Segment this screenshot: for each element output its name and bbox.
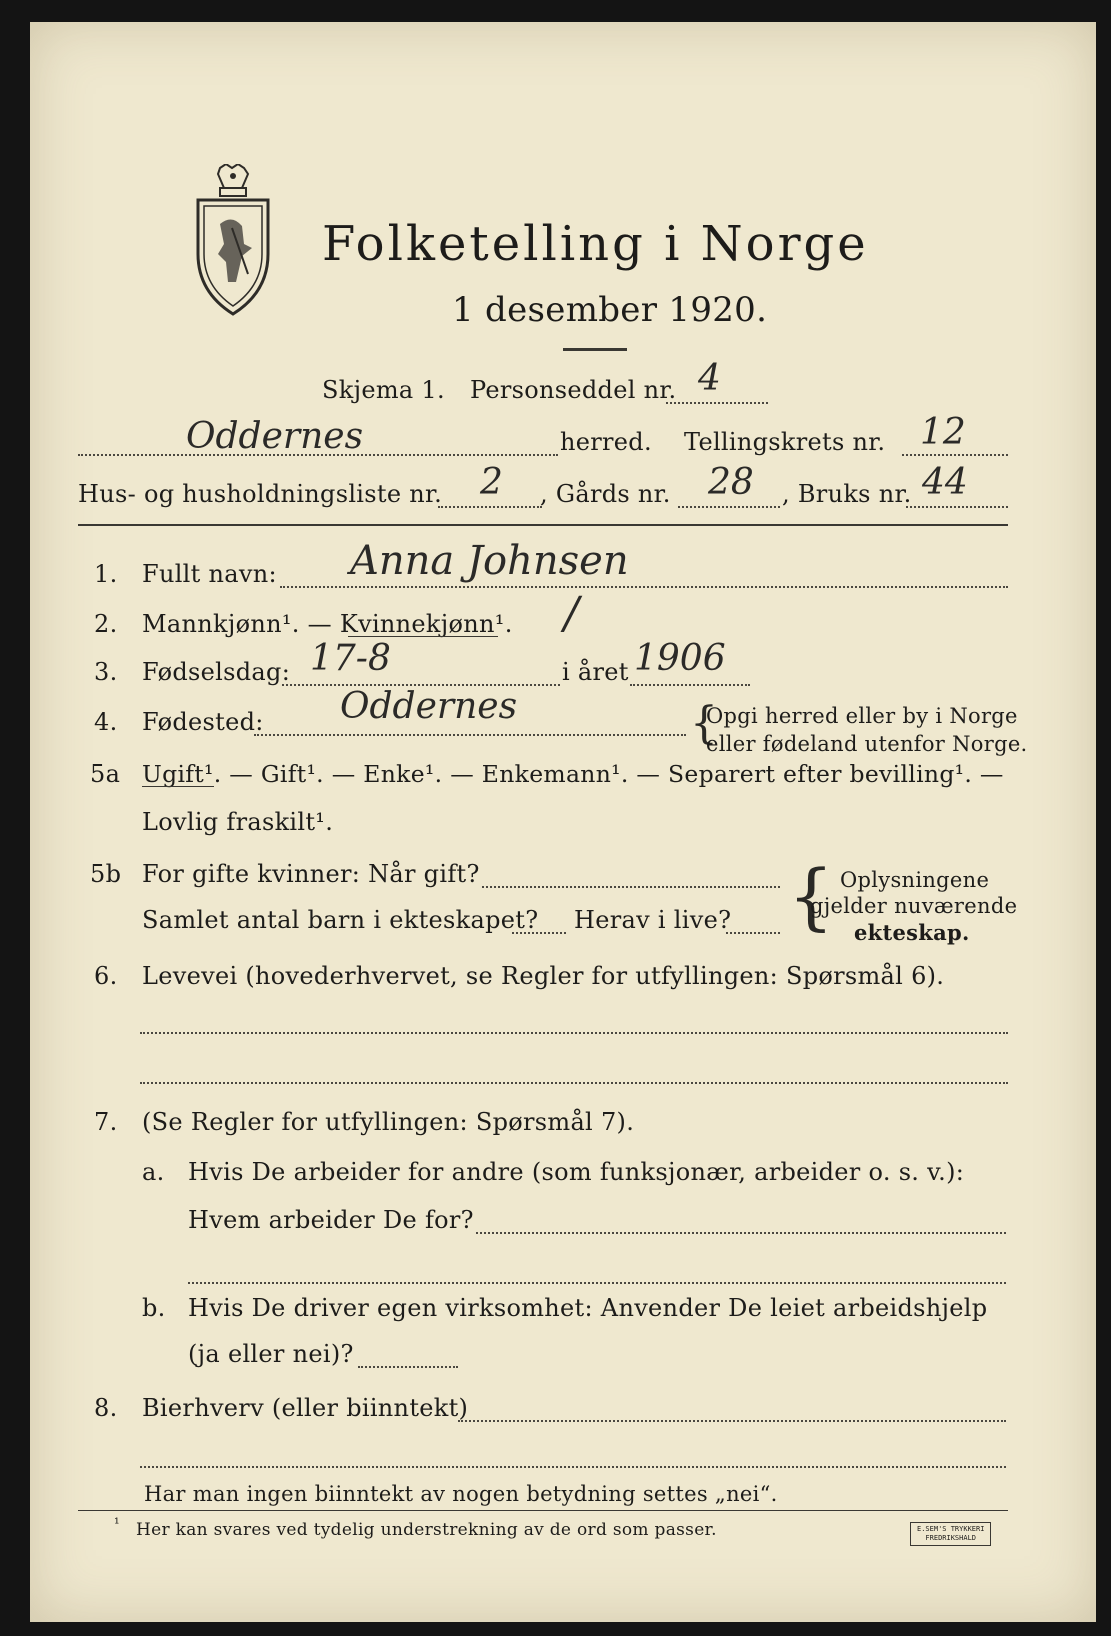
q2-number: 2.	[94, 610, 118, 638]
q7b-question: (ja eller nei)?	[188, 1340, 354, 1368]
skjema-label: Skjema 1.	[322, 376, 445, 404]
q3-year-label: i året	[562, 658, 629, 686]
q7a-label: a.	[142, 1158, 165, 1186]
q3-value: 17-8	[310, 638, 391, 679]
q5a-line1: Ugift¹. — Gift¹. — Enke¹. — Enkemann¹. — Separert efter bevilling¹. —	[142, 760, 1004, 788]
q7b-label: b.	[142, 1294, 166, 1322]
q5b-number: 5b	[90, 860, 122, 888]
q2-text: Mannkjønn¹. — Kvinnekjønn¹.	[142, 610, 513, 638]
personseddel-line	[666, 402, 768, 404]
q7a-line1	[476, 1232, 1006, 1234]
gards-line	[678, 506, 780, 508]
header-divider	[78, 524, 1008, 526]
q7-text: (Se Regler for utfyllingen: Spørsmål 7).	[142, 1108, 635, 1136]
q4-note-line1: Opgi herred eller by i Norge	[706, 704, 1018, 728]
footnote-divider	[78, 1510, 1008, 1511]
q2-underline	[348, 636, 498, 637]
q5b-brace: {	[788, 854, 834, 938]
personseddel-value: 4	[698, 358, 721, 399]
q1-line	[280, 586, 1008, 588]
q7a-question: Hvem arbeider De for?	[188, 1206, 474, 1234]
census-date: 1 desember 1920.	[452, 290, 768, 330]
q5b-alive-line	[726, 932, 780, 934]
q4-note-line2: eller fødeland utenfor Norge.	[706, 732, 1028, 756]
q4-value: Oddernes	[340, 686, 518, 727]
q4-line	[254, 734, 686, 736]
personseddel-label: Personseddel nr.	[470, 376, 677, 404]
herred-value: Oddernes	[186, 416, 364, 457]
q5b-line2b: Herav i live?	[574, 906, 732, 934]
q5b-note3: ekteskap.	[854, 920, 970, 945]
form-title: Folketelling i Norge	[322, 216, 869, 272]
q7-number: 7.	[94, 1108, 118, 1136]
census-form	[30, 22, 1096, 1622]
q5b-note2: gjelder nuværende	[810, 894, 1018, 918]
q1-number: 1.	[94, 560, 118, 588]
q5a-underline	[142, 786, 214, 787]
q7a-line2	[188, 1282, 1006, 1284]
q7b-text: Hvis De driver egen virksomhet: Anvender De leiet arbeidshjelp	[188, 1294, 988, 1322]
bruks-line	[906, 506, 1008, 508]
printer-stamp-line1: E.SEM'S TRYKKERI	[917, 1525, 985, 1533]
husliste-value: 2	[480, 462, 503, 503]
q6-number: 6.	[94, 962, 118, 990]
q6-text: Levevei (hovederhvervet, se Regler for utfyllingen: Spørsmål 6).	[142, 962, 945, 990]
q6-answer-line2	[140, 1082, 1008, 1084]
q8-line1	[458, 1420, 1006, 1422]
q5b-married-line	[482, 886, 780, 888]
q3-number: 3.	[94, 658, 118, 686]
q5a-number: 5a	[90, 760, 121, 788]
tellingskrets-label: Tellingskrets nr.	[684, 428, 886, 456]
printer-stamp	[910, 1522, 991, 1546]
footnote-mark: ¹	[114, 1516, 120, 1532]
q7a-text: Hvis De arbeider for andre (som funksjonær, arbeider o. s. v.):	[188, 1158, 965, 1186]
bruks-label: , Bruks nr.	[782, 480, 912, 508]
q5b-note1: Oplysningene	[840, 868, 990, 892]
printer-stamp-line2: FREDRIKSHALD	[925, 1534, 976, 1542]
q5b-line1: For gifte kvinner: Når gift?	[142, 860, 480, 888]
q5a-line2: Lovlig fraskilt¹.	[142, 808, 334, 836]
q1-value: Anna Johnsen	[350, 538, 629, 584]
q4-brace: {	[690, 698, 718, 749]
q6-answer-line1	[140, 1032, 1008, 1034]
q3-year-line	[630, 684, 750, 686]
husliste-label: Hus- og husholdningsliste nr.	[78, 480, 443, 508]
q8-note: Har man ingen biinntekt av nogen betydning settes „nei“.	[144, 1482, 778, 1506]
tellingskrets-line	[902, 454, 1008, 456]
husliste-line	[438, 506, 542, 508]
title-divider	[563, 348, 627, 351]
q3-label: Fødselsdag:	[142, 658, 291, 686]
q4-number: 4.	[94, 708, 118, 736]
gards-label: , Gårds nr.	[540, 480, 671, 508]
q2-mark: /	[564, 588, 579, 639]
q8-text: Bierhverv (eller biinntekt)	[142, 1394, 469, 1422]
q5b-line2a: Samlet antal barn i ekteskapet?	[142, 906, 539, 934]
coat-of-arms-icon	[192, 164, 274, 316]
q8-line2	[140, 1466, 1006, 1468]
q1-label: Fullt navn:	[142, 560, 277, 588]
gards-value: 28	[708, 462, 754, 503]
tellingskrets-value: 12	[920, 412, 966, 453]
q5b-children-line	[512, 932, 566, 934]
q8-number: 8.	[94, 1394, 118, 1422]
footnote-text: Her kan svares ved tydelig understrekning av de ord som passer.	[136, 1520, 717, 1540]
q4-label: Fødested:	[142, 708, 264, 736]
q7b-line	[358, 1366, 458, 1368]
herred-label: herred.	[560, 428, 652, 456]
bruks-value: 44	[922, 462, 968, 503]
q3-year-value: 1906	[634, 638, 726, 679]
